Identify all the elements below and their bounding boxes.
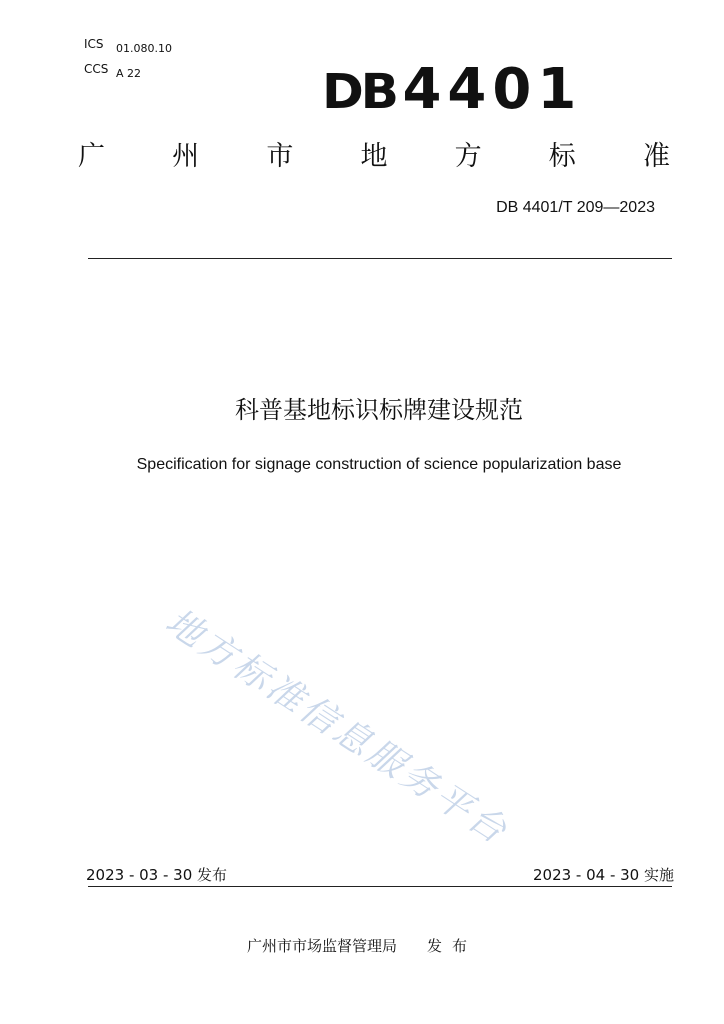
issuer-char: 市 bbox=[266, 141, 294, 172]
ccs-row bbox=[84, 59, 172, 84]
issuer-title bbox=[78, 139, 670, 175]
db-logo-letters: DB bbox=[322, 64, 396, 120]
issuer-char: 广 bbox=[78, 141, 105, 172]
issuer-char: 州 bbox=[172, 141, 200, 172]
bottom-divider bbox=[88, 886, 672, 887]
ccs-label: CCS bbox=[84, 62, 109, 76]
watermark: 地方标准信息服务平台 bbox=[158, 601, 517, 854]
publisher bbox=[247, 936, 477, 956]
publisher-name: 广州市市场监督管理局 bbox=[247, 937, 398, 955]
db-logo bbox=[322, 57, 583, 122]
implementation-date: 2023 - 04 - 30 实施 bbox=[532, 866, 674, 884]
classification-codes bbox=[84, 34, 172, 84]
issuer-char: 地 bbox=[360, 141, 388, 172]
publisher-action: 发布 bbox=[427, 937, 478, 955]
document-title-english: Specification for signage construction of science popularization base bbox=[136, 456, 622, 473]
top-divider bbox=[88, 258, 672, 259]
issuer-char: 方 bbox=[454, 141, 482, 172]
ics-row bbox=[84, 34, 172, 59]
ccs-value: A 22 bbox=[116, 67, 142, 80]
ics-value: 01.080.10 bbox=[116, 42, 172, 55]
document-title-chinese: 科普基地标识标牌建设规范 bbox=[235, 396, 523, 424]
issuer-char: 准 bbox=[642, 141, 670, 172]
issuer-char: 标 bbox=[548, 141, 576, 172]
release-date: 2023 - 03 - 30 发布 bbox=[86, 866, 228, 884]
db-logo-number: 4401 bbox=[402, 57, 583, 122]
standard-number: DB 4401/T 209—2023 bbox=[496, 199, 655, 216]
ics-label: ICS bbox=[84, 37, 104, 51]
